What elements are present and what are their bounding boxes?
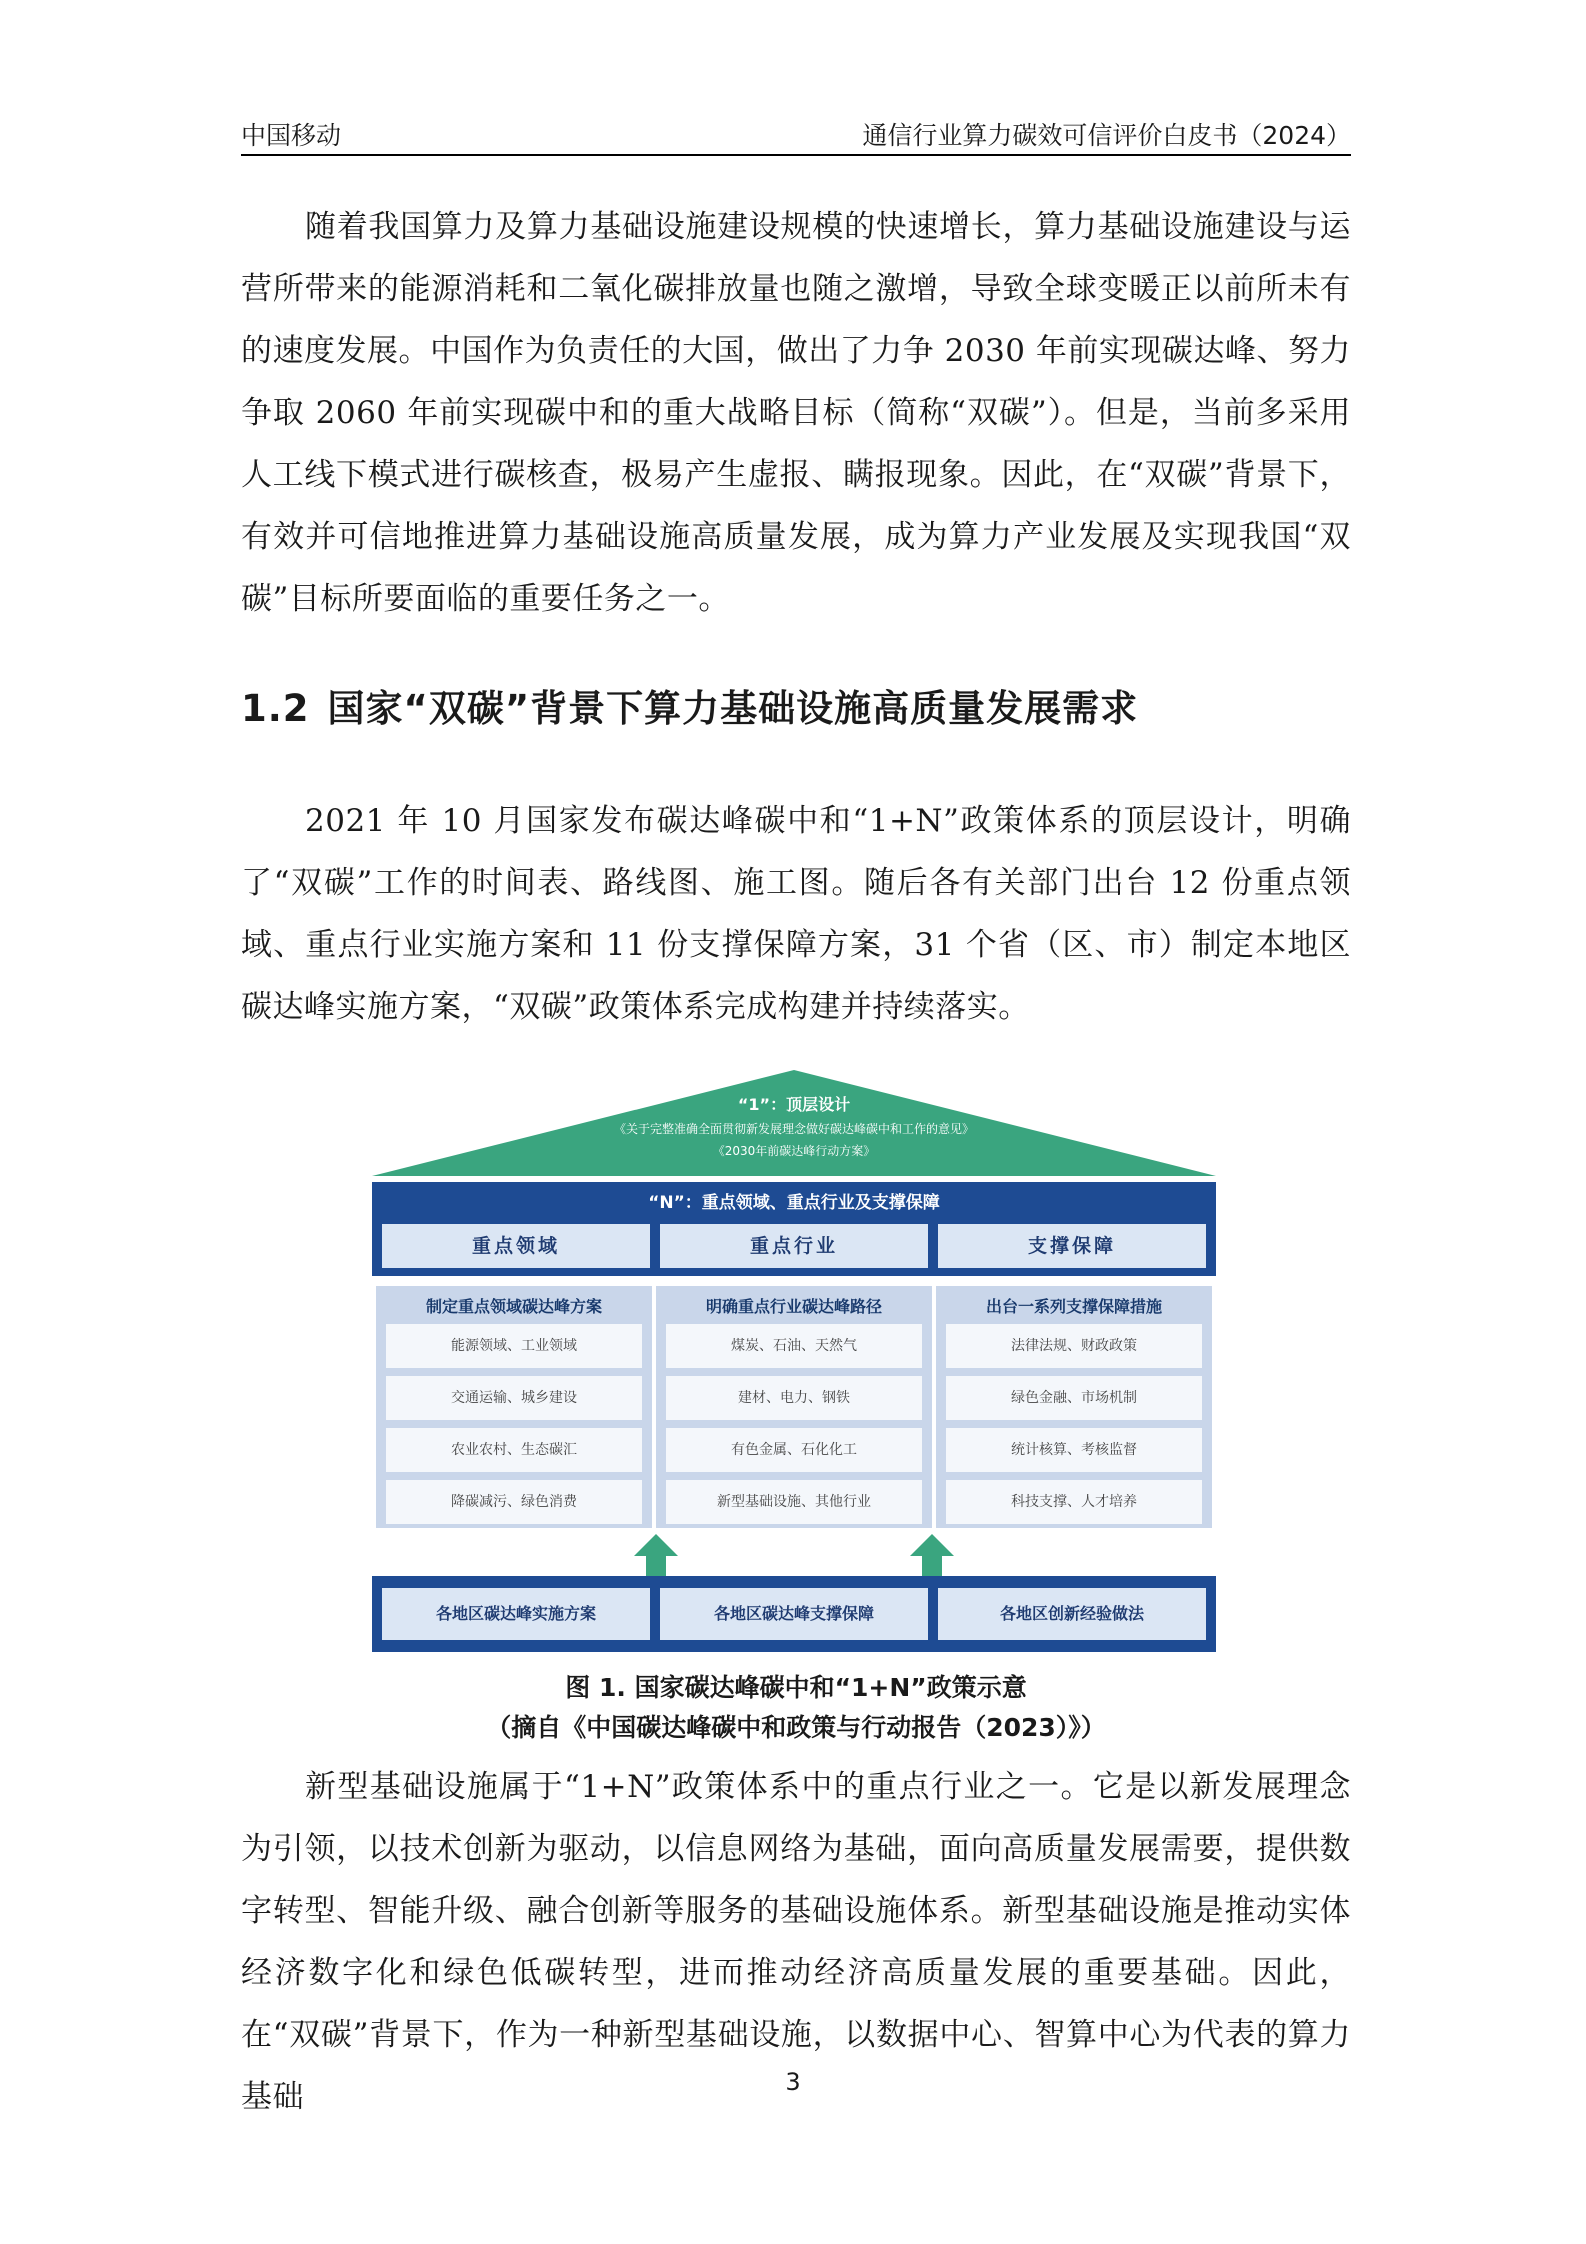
up-arrow-icon — [634, 1534, 678, 1576]
column-key-areas — [376, 1286, 652, 1528]
figure-source: （摘自《中国碳达峰碳中和政策与行动报告（2023）》） — [486, 1713, 1106, 1742]
list-item: 能源领域、工业领域 — [386, 1324, 642, 1368]
column-key-industries — [656, 1286, 932, 1528]
column-header: 制定重点领域碳达峰方案 — [425, 1297, 602, 1316]
category-key-industries: 重点行业 — [660, 1224, 928, 1268]
page-header — [241, 108, 1351, 148]
local-plan: 各地区碳达峰实施方案 — [382, 1588, 650, 1640]
header-rule — [241, 154, 1351, 156]
header-right: 通信行业算力碳效可信评价白皮书（2024） — [862, 121, 1351, 150]
category-key-areas: 重点领域 — [382, 1224, 650, 1268]
list-item: 交通运输、城乡建设 — [386, 1376, 642, 1420]
paragraph-3: 新型基础设施属于“1+N”政策体系中的重点行业之一。它是以新发展理念为引领，以技术创新为驱动，以信息网络为基础，面向高质量发展需要，提供数字转型、智能升级、融合创新等服务的基础设施体系。新型基础设施是推动实体经济数字化和绿色低碳转型，进而推动经济高质量发展的重要基础。因此，在“双碳”背景下，作为一种新型基础设施，以数据中心、智算中心为代表的算力基础 — [241, 1769, 1351, 2115]
header-left: 中国移动 — [241, 121, 342, 150]
section-heading — [241, 678, 1138, 732]
category-support: 支撑保障 — [938, 1224, 1206, 1268]
local-innovation: 各地区创新经验做法 — [938, 1588, 1206, 1640]
paragraph-1: 随着我国算力及算力基础设施建设规模的快速增长，算力基础设施建设与运营所带来的能源消耗和二氧化碳排放量也随之激增，导致全球变暖正以前所未有的速度发展。中国作为负责任的大国，做出了力争 2030 年前实现碳达峰、努力争取 2060 年前实现碳中和的重大战略目标（简称“双碳”）。但是，当前多采用人工线下模式进行碳核查，极易产生虚报、瞒报现象。因此，在“双碳”背景下，有效并可信地推进算力基础设施高质量发展，成为算力产业发展及实现我国“双碳”目标所要面临的重要任务之一。 — [241, 209, 1351, 617]
list-item: 新型基础设施、其他行业 — [666, 1480, 922, 1524]
column-header: 出台一系列支撑保障措施 — [985, 1297, 1162, 1316]
n-band-title: “N”：重点领域、重点行业及支撑保障 — [648, 1193, 940, 1213]
up-arrow-icon — [910, 1534, 954, 1576]
column-header: 明确重点行业碳达峰路径 — [705, 1297, 882, 1316]
list-item: 煤炭、石油、天然气 — [666, 1324, 922, 1368]
section-number: 1.2 — [241, 687, 310, 730]
list-item: 法律法规、财政政策 — [946, 1324, 1202, 1368]
local-support: 各地区碳达峰支撑保障 — [660, 1588, 928, 1640]
list-item: 科技支撑、人才培养 — [946, 1480, 1202, 1524]
section-title: 国家“双碳”背景下算力基础设施高质量发展需求 — [327, 687, 1139, 730]
column-support — [936, 1286, 1212, 1528]
figure-caption: 图 1. 国家碳达峰碳中和“1+N”政策示意 — [565, 1673, 1027, 1702]
local-band — [372, 1576, 1216, 1652]
policy-diagram — [372, 1068, 1216, 1652]
roof-title: “1”：顶层设计 — [737, 1095, 851, 1114]
list-item: 建材、电力、钢铁 — [666, 1376, 922, 1420]
list-item: 有色金属、石化化工 — [666, 1428, 922, 1472]
list-item: 绿色金融、市场机制 — [946, 1376, 1202, 1420]
roof-doc-1: 《关于完整准确全面贯彻新发展理念做好碳达峰碳中和工作的意见》 — [613, 1122, 974, 1136]
paragraph-2: 2021 年 10 月国家发布碳达峰碳中和“1+N”政策体系的顶层设计，明确了“双碳”工作的时间表、路线图、施工图。随后各有关部门出台 12 份重点领域、重点行业实施方案和 11 份支撑保障方案，31 个省（区、市）制定本地区碳达峰实施方案，“双碳”政策体系完成构建并持续落实。 — [241, 803, 1351, 1025]
list-item: 降碳减污、绿色消费 — [386, 1480, 642, 1524]
list-item: 统计核算、考核监督 — [946, 1428, 1202, 1472]
list-item: 农业农村、生态碳汇 — [386, 1428, 642, 1472]
n-band — [372, 1182, 1216, 1276]
roof-doc-2: 《2030年前碳达峰行动方案》 — [712, 1144, 876, 1158]
page-number: 3 — [785, 2068, 801, 2096]
